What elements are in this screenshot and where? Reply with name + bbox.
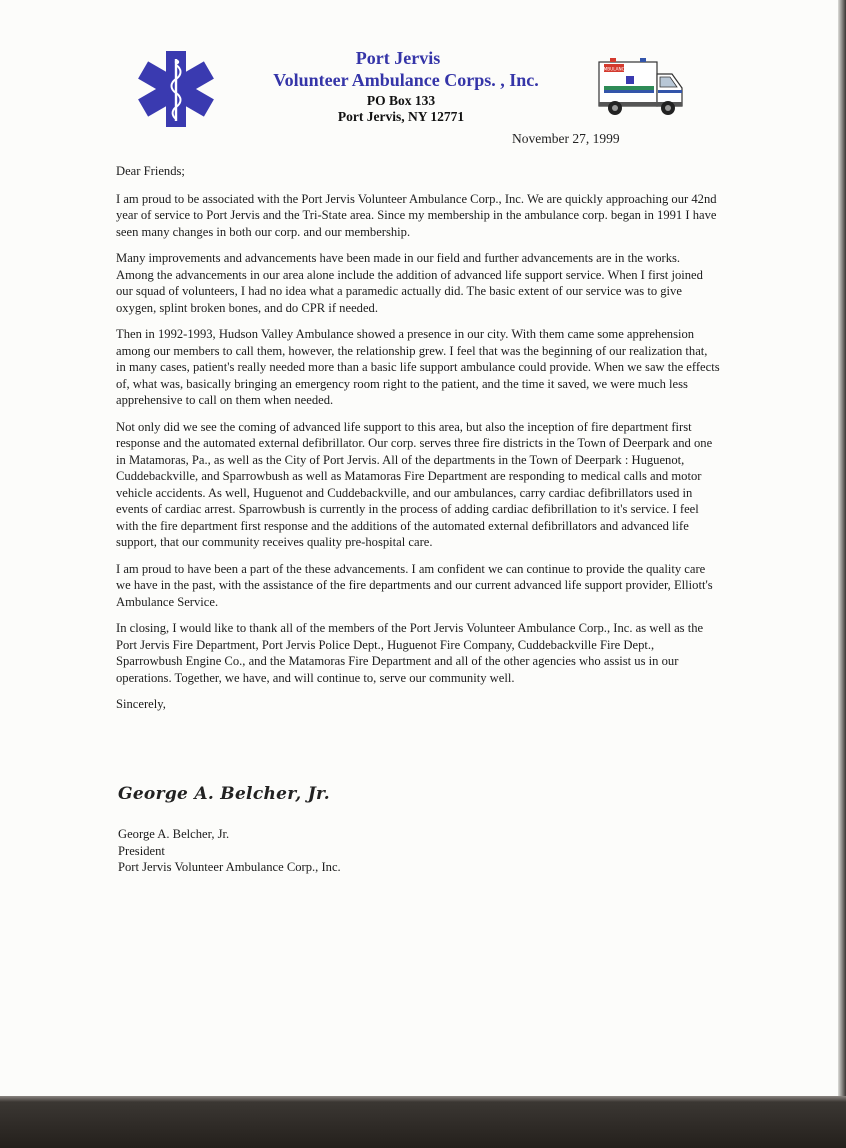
scanner-bed-border (0, 1096, 846, 1148)
paragraph: Many improvements and advancements have been made in our field and further advancements are in the works. Among the advancements in our area alone include the addition of advanced life support service. When I first joined our squad of volunteers, I had no idea what a paramedic actually did. The basic extent of our service was to give oxygen, splint broken bones, and do CPR if needed. (116, 251, 703, 315)
handwritten-signature: George A. Belcher, Jr. (118, 784, 330, 804)
city-state-zip: Port Jervis, NY 12771 (337, 109, 465, 124)
page-edge-shadow (838, 0, 846, 1100)
paragraph: I am proud to be associated with the Port Jervis Volunteer Ambulance Corp., Inc. We are quickly approaching our 42nd year of service to Port Jervis and the Tri-State area. Since my membership in the ambulance corp. began in 1991 I have seen many changes in both our corp. and our membership. (116, 191, 717, 239)
paragraph: Not only did we see the coming of advanced life support to this area, but also the inception of fire department first response and the automated external defibrillator. Our corp. serves three fire districts in the Town of Deerpark and one in Matamoras, Pa., as well as the City of Port Jervis. All of the departments in the Town of Deerpark : Huguenot, Cuddebackville, and Sparrowbush as well as Matamoras Fire Department are responding to medical calls and motor vehicle accidents. As well, Huguenot and Cuddebackville, and our ambulances, carry cardiac defibrillators used in events of cardiac arrest. Sparrowbush is currently in the process of adding cardiac defibrillation to it's service. I feel with the fire department first response and the additions of the automated external defibrillators and advanced life support, that our community receives quality pre-hospital care. (116, 419, 713, 549)
letter-date: November 27, 1999 (512, 131, 620, 146)
ambulance-sign-text: AMBULANCE (600, 66, 628, 72)
organization-name: Port Jervis (355, 48, 441, 68)
organization-full-name: Volunteer Ambulance Corps. , Inc. (273, 70, 539, 90)
signer-organization: Port Jervis Volunteer Ambulance Corp., Inc. (118, 860, 341, 874)
paragraph: In closing, I would like to thank all of the members of the Port Jervis Volunteer Ambulance Corp., Inc. as well as the Port Jervis Fire Department, Port Jervis Police Dept., Huguenot Fire Company, Cuddebackville Fire Dept., Sparrowbush Engine Co., and the Matamoras Fire Department and all of the other agencies who assist us in our operations. Together, we have, and will continue to, serve our community well. (116, 621, 704, 685)
closing: Sincerely, (116, 697, 166, 711)
signer-title: President (118, 843, 165, 858)
signature-block (118, 826, 341, 876)
po-box: PO Box 133 (366, 93, 436, 108)
paragraph: Then in 1992-1993, Hudson Valley Ambulance showed a presence in our city. With them came some apprehension among our members to call them, however, the relationship grew. I feel that was the beginning of our realization that, in many cases, patient's really needed more than a basic life support ambulance could provide. When we saw the effects of, what was, basically bringing an emergency room right to the patient, and the time it saved, we were much less apprehensive to call on them when needed. (116, 327, 720, 407)
ambulance-icon (596, 56, 688, 120)
paragraph: I am proud to have been a part of the these advancements. I am confident we can continue to provide the quality care we have in the past, with the assistance of the fire departments and our current advanced life support provider, Elliott's Ambulance Service. (116, 561, 713, 609)
letter-body (116, 163, 720, 723)
salutation: Dear Friends; (116, 164, 185, 178)
signer-name: George A. Belcher, Jr. (118, 827, 230, 841)
